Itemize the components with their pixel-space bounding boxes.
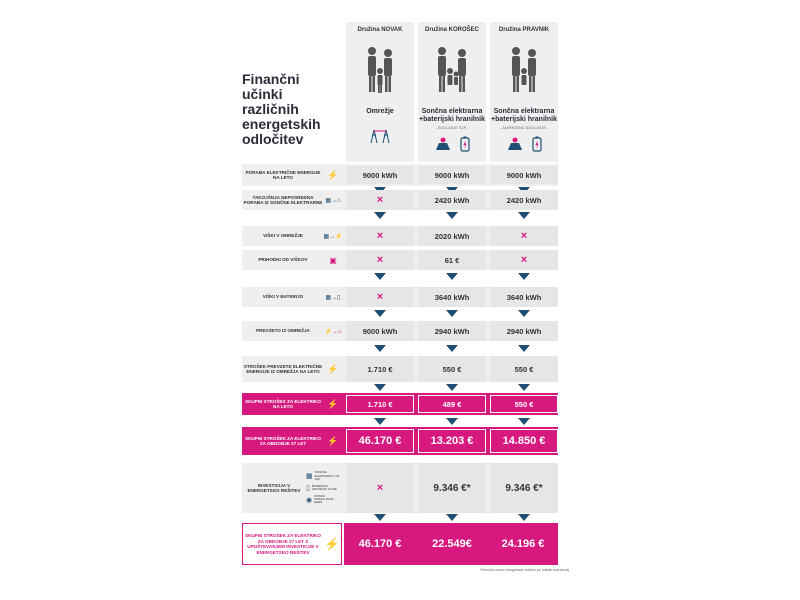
x-mark-icon: × (520, 254, 528, 266)
column-header-pravnik (490, 22, 558, 162)
row-label: PORABA ELEKTRIČNE ENERGIJE NA LETO (245, 169, 321, 180)
cell-value: 46.170 € (344, 523, 416, 565)
lightning-icon: ⚡ (324, 537, 340, 551)
family-name: Družina NOVAK (357, 27, 403, 33)
battery-icon: ▯ (306, 485, 310, 492)
family-illustration (354, 41, 406, 97)
down-arrow-icon (518, 212, 530, 219)
cell-value: 550 € (490, 356, 558, 382)
x-mark-icon: × (520, 230, 528, 242)
down-arrow-icon (518, 310, 530, 317)
cell-value: 9000 kWh (490, 166, 558, 184)
column-header-novak (346, 22, 414, 162)
row-label: INVESTICIJA V ENERGETSKO REŠITEV (247, 482, 301, 493)
down-arrow-icon (518, 384, 530, 391)
x-mark-icon: × (376, 291, 384, 303)
family-illustration (498, 41, 550, 97)
cell-value (346, 250, 414, 270)
battery-icon (532, 136, 542, 152)
solar-to-grid-icon: ▦→⚡ (323, 233, 343, 240)
down-arrow-icon (374, 345, 386, 352)
legend-item: SONČNA ELEKTRARNA 7.92 kWp (314, 470, 340, 481)
cell-value: 3640 kWh (418, 287, 486, 307)
solar-to-house-icon: ▦→⌂ (325, 197, 341, 204)
down-arrow-icon (446, 418, 458, 425)
down-arrow-icon (518, 514, 530, 521)
row-label: VIŠKI V OMREŽJE (263, 233, 303, 239)
row-label: TAKOJŠNJA NEPOSREDNA PORABA IZ SONČNE ELEKTRARNE (243, 194, 323, 205)
cell-value: 24.196 € (488, 523, 558, 565)
cell-value: 46.170 € (346, 429, 414, 453)
x-mark-icon: × (376, 482, 384, 494)
cell-value: 3640 kWh (490, 287, 558, 307)
down-arrow-icon (446, 273, 458, 280)
cell-value (346, 226, 414, 246)
cell-value: 13.203 € (418, 429, 486, 453)
system-subtitle: - SOGLASJE SZP - (435, 126, 469, 130)
cell-value (346, 287, 414, 307)
power-grid-icon (367, 128, 393, 144)
legend-item: SISTEM UPRAVLJANJA HEMS (314, 494, 334, 505)
solar-to-battery-icon: ▦→▯ (325, 294, 341, 301)
cell-value: 9000 kWh (346, 166, 414, 184)
family-illustration (426, 41, 478, 97)
down-arrow-icon (446, 212, 458, 219)
cell-value: 22.549€ (416, 523, 488, 565)
cell-value: 2020 kWh (418, 226, 486, 246)
lightning-icon: ⚡ (327, 169, 339, 180)
row-label: STROŠEK PREVZETE ELEKTRIČNE ENERGIJE IZ OMREŽJA NA LETO (243, 363, 323, 374)
down-arrow-icon (518, 273, 530, 280)
solar-panel-icon: ▦ (306, 473, 313, 481)
column-header-korosec (418, 22, 486, 162)
lightning-icon: ⚡ (327, 435, 339, 446)
solar-panel-icon (506, 136, 524, 152)
system-name: Sončna elektrarna +baterijski hranilnik (419, 108, 485, 123)
row-label: SKUPNI STROŠEK ZA ELEKTRIKO ZA OBDOBJE 27 LET Z UPOŠTEVANJEM INVESTICIJE V ENERGETSKO REŠITEV (245, 533, 321, 555)
hems-icon: ◉ (306, 496, 313, 504)
family-name: Družina PRAVNIK (498, 27, 550, 33)
cell-value: 14.850 € (490, 429, 558, 453)
cell-value (490, 250, 558, 270)
cell-value: 9.346 €* (490, 463, 558, 513)
down-arrow-icon (374, 273, 386, 280)
cell-value: 61 € (418, 250, 486, 270)
down-arrow-icon (446, 345, 458, 352)
down-arrow-icon (446, 310, 458, 317)
down-arrow-icon (446, 384, 458, 391)
cell-value: 489 € (418, 395, 486, 413)
x-mark-icon: × (376, 254, 384, 266)
lightning-icon: ⚡ (327, 398, 339, 409)
down-arrow-icon (374, 212, 386, 219)
system-subtitle: - ZAVRNJENO SOGLASJE - (499, 126, 549, 130)
row-skupni-final-label (242, 523, 342, 565)
down-arrow-icon (374, 310, 386, 317)
grid-to-house-icon: ⚡→⌂ (324, 328, 342, 335)
family-name: Družina KOROŠEC (424, 27, 479, 33)
system-name: Omrežje (366, 108, 394, 115)
solar-panel-icon (434, 136, 452, 152)
legend-item: BATERIJSKI HRANILNIK 10 kWh (311, 483, 338, 491)
down-arrow-icon (518, 345, 530, 352)
down-arrow-icon (518, 418, 530, 425)
down-arrow-icon (374, 418, 386, 425)
cell-value: 550 € (490, 395, 558, 413)
row-label: PREVZETO IZ OMREŽJA (256, 328, 310, 334)
row-label: PRIHODKI OD VIŠKOV (258, 257, 308, 263)
down-arrow-icon (446, 514, 458, 521)
cell-value: 9.346 €* (418, 463, 486, 513)
x-mark-icon: × (376, 230, 384, 242)
row-label: VIŠKI V BATERIJO (262, 294, 304, 300)
cell-value: 2420 kWh (490, 190, 558, 210)
cell-value: 2940 kWh (490, 321, 558, 341)
cell-value: 2940 kWh (418, 321, 486, 341)
cell-value: 1.710 € (346, 356, 414, 382)
x-mark-icon: × (376, 194, 384, 206)
footnote: *Končna cena energetske rešitve po odbitk subvencij (480, 568, 570, 572)
row-label: SKUPNI STROŠEK ZA ELEKTRIKO ZA OBDOBJE 27 LET (245, 435, 321, 446)
cell-value: 1.710 € (346, 395, 414, 413)
money-icon: ▣ (329, 255, 337, 265)
cell-value: 9000 kWh (418, 166, 486, 184)
cell-value (346, 463, 414, 513)
cell-value: 2420 kWh (418, 190, 486, 210)
page-title: Finančni učinki različnih energetskih odločitev (242, 71, 321, 147)
cell-value: 550 € (418, 356, 486, 382)
row-label: SKUPNI STROŠEK ZA ELEKTRIKO NA LETO (245, 398, 321, 409)
battery-icon (460, 136, 470, 152)
cell-value (346, 190, 414, 210)
system-name: Sončna elektrarna +baterijski hranilnik (491, 108, 557, 123)
cell-value: 9000 kWh (346, 321, 414, 341)
down-arrow-icon (374, 384, 386, 391)
down-arrow-icon (374, 514, 386, 521)
lightning-icon: ⚡ (327, 363, 339, 374)
cell-value (490, 226, 558, 246)
